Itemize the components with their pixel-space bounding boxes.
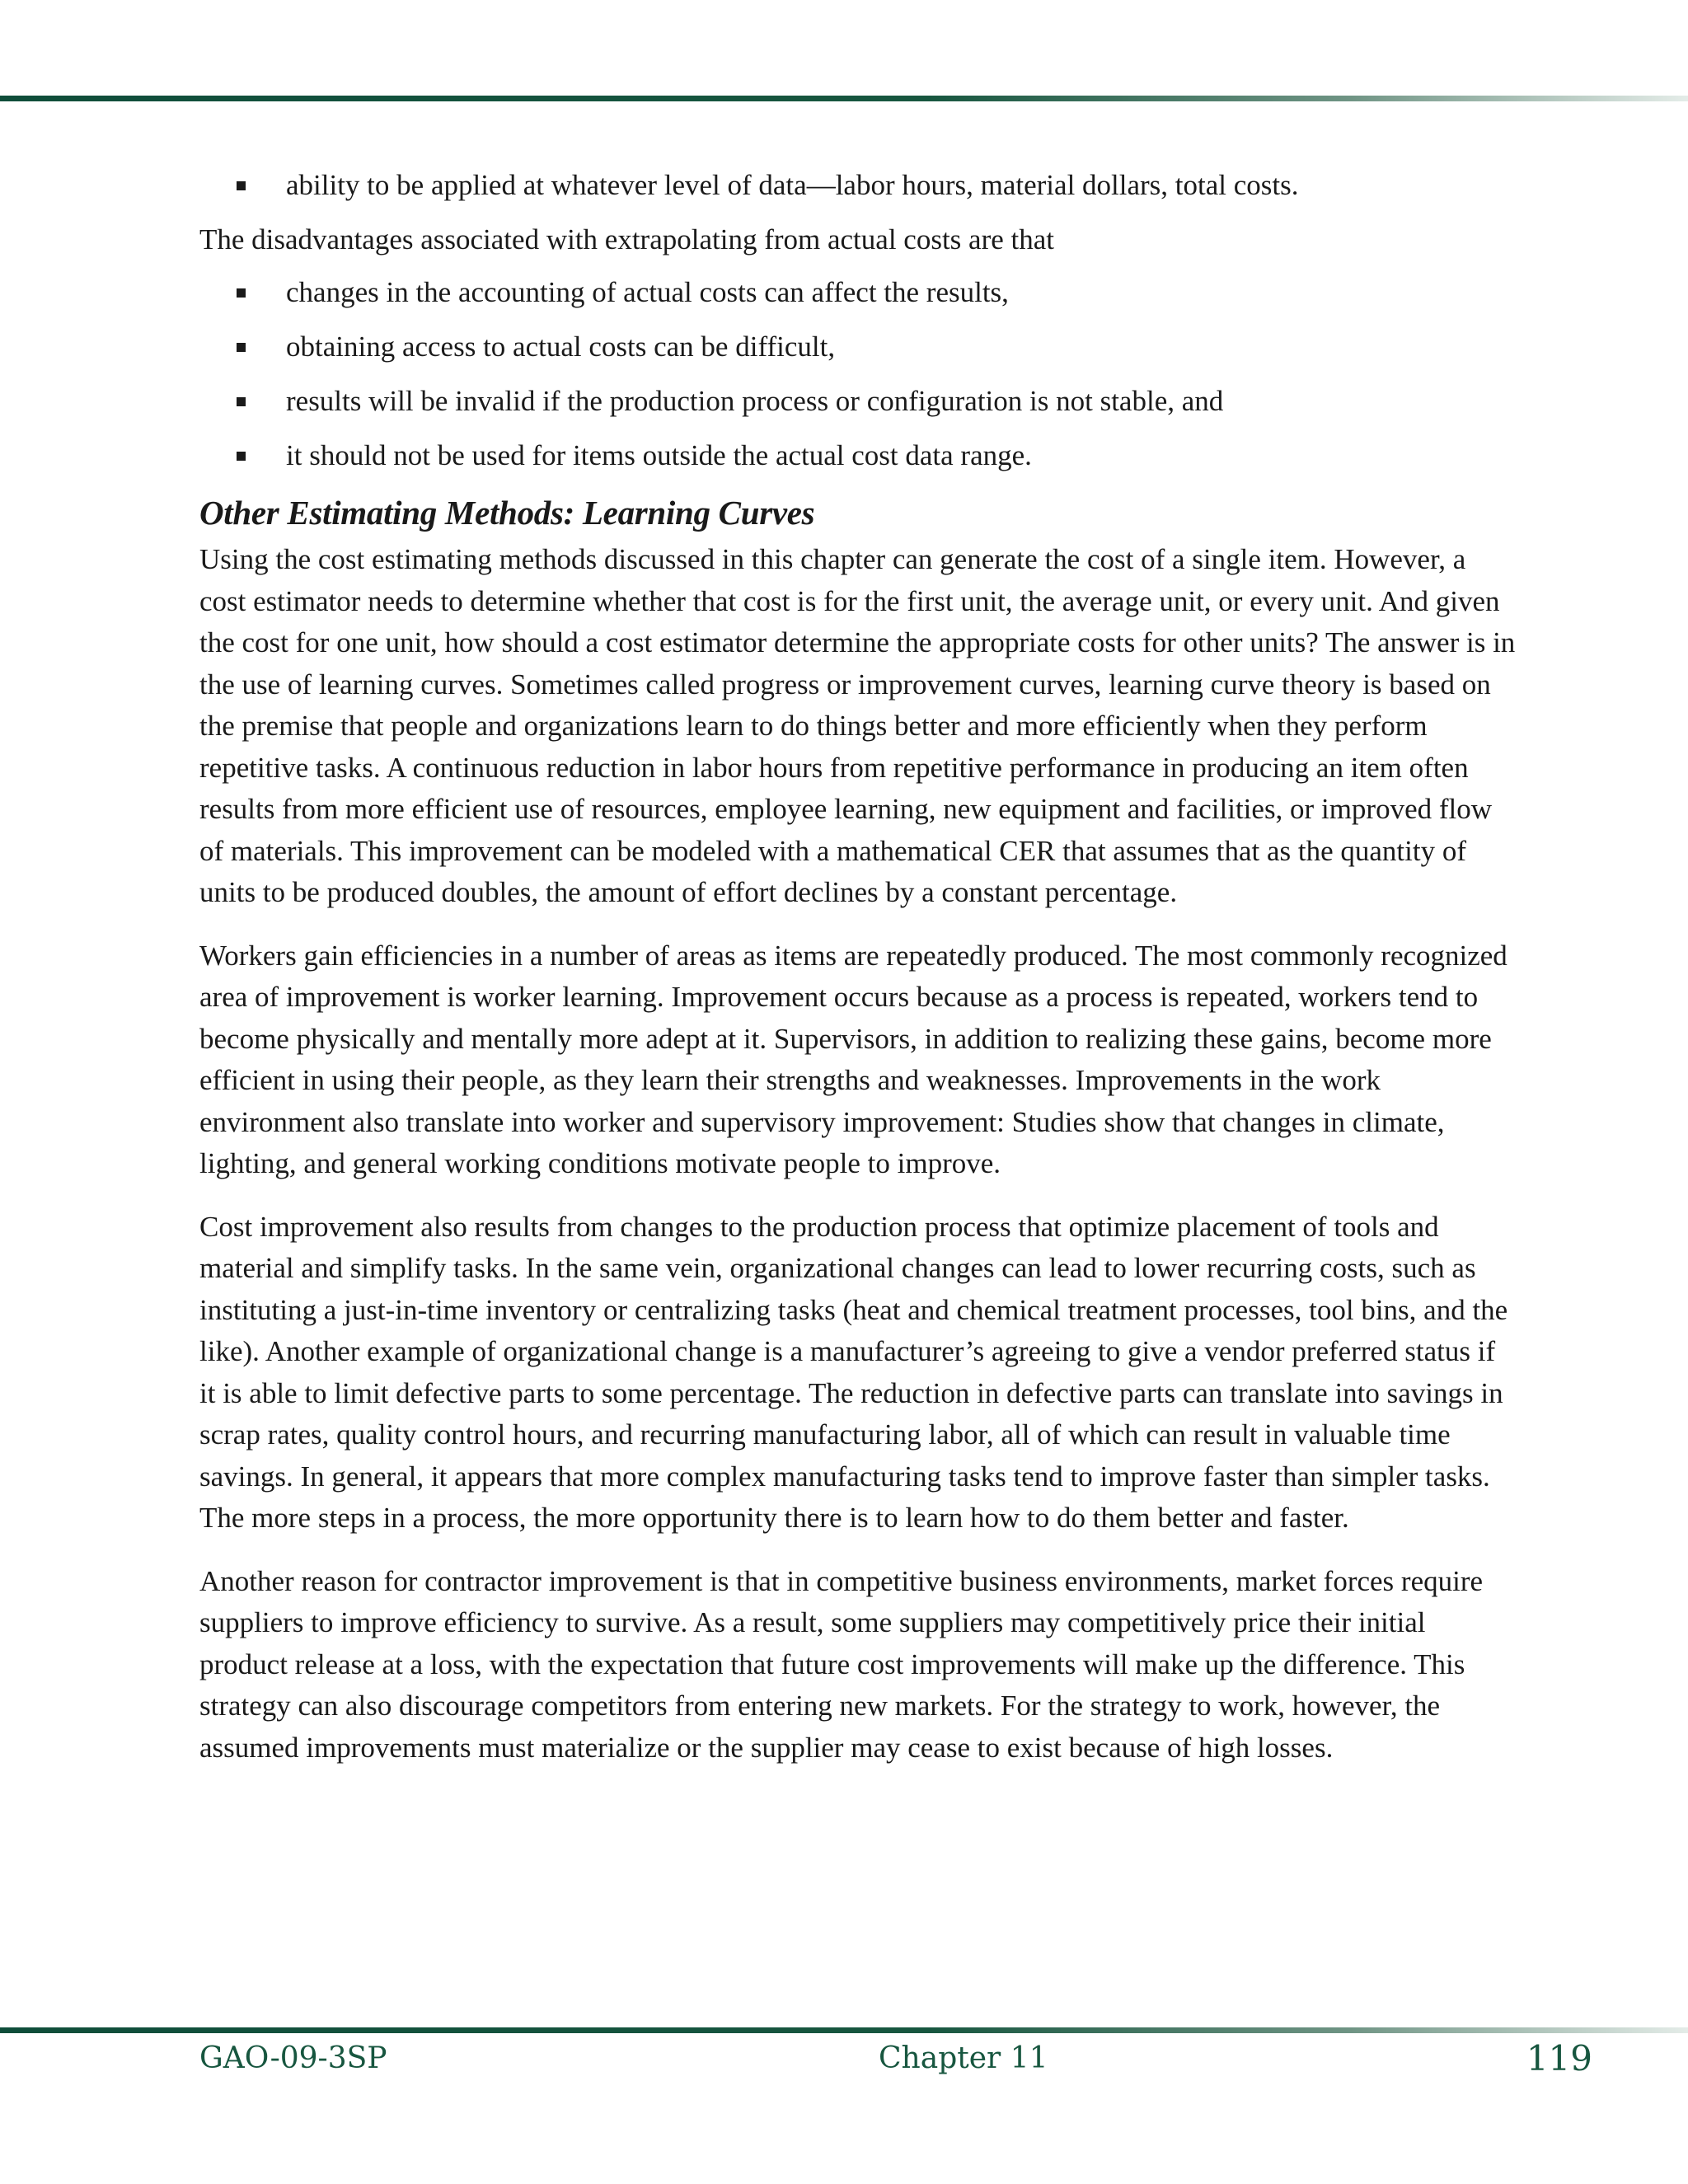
footer-chapter: Chapter 11: [879, 2041, 1048, 2075]
list-item: it should not be used for items outside the actual cost data range.: [199, 435, 1518, 476]
disadvantages-list: [199, 272, 1518, 476]
list-item: changes in the accounting of actual costs can affect the results,: [199, 272, 1518, 313]
disadvantages-intro: The disadvantages associated with extrapolating from actual costs are that: [199, 223, 1054, 255]
bullet-square-icon: [237, 343, 246, 352]
footer-rule: [0, 2027, 1688, 2033]
paragraph-learning-curves: Using the cost estimating methods discussed in this chapter can generate the cost of a single item. However, a cost estimator needs to determine whether that cost is for the first unit, the average unit, or every unit. And given the cost for one unit, how should a cost estimator determine the appropriate costs for other units? The answer is in the use of learning curves. Sometimes called progress or improvement curves, learning curve theory is based on the premise that people and organizations learn to do things better and more efficiently when they perform repetitive tasks. A continuous reduction in labor hours from repetitive performance in producing an item often results from more efficient use of resources, employee learning, new equipment and facilities, or improved flow of materials. This improvement can be modeled with a mathematical CER that assumes that as the quantity of units to be produced doubles, the amount of effort declines by a constant percentage.: [199, 543, 1516, 908]
header-rule: [0, 96, 1688, 101]
advantages-list: [199, 165, 1518, 206]
section-heading: Other Estimating Methods: Learning Curves: [199, 494, 815, 532]
list-item: results will be invalid if the production process or configuration is not stable, and: [199, 381, 1518, 422]
bullet-square-icon: [237, 397, 246, 406]
paragraph-worker-efficiencies: Workers gain efficiencies in a number of areas as items are repeatedly produced. The most commonly recognized area of improvement is worker learning. Improvement occurs because as a process is repeated, workers tend to become physically and mentally more adept at it. Supervisors, in addition to realizing these gains, become more efficient in using their people, as they learn their strengths and weaknesses. Improvements in the work environment also translate into worker and supervisory improvement: Studies show that changes in climate, lighting, and general working conditions motivate people to improve.: [199, 939, 1507, 1179]
list-item: ability to be applied at whatever level of data—labor hours, material dollars, total costs.: [199, 165, 1518, 206]
bullet-square-icon: [237, 181, 246, 190]
paragraph-cost-improvement: Cost improvement also results from changes to the production process that optimize placement of tools and material and simplify tasks. In the same vein, organizational changes can lead to lower recurring costs, such as instituting a just-in-time inventory or centralizing tasks (heat and chemical treatment processes, tool bins, and the like). Another example of organizational change is a manufacturer’s agreeing to give a vendor preferred status if it is able to limit defective parts to some percentage. The reduction in defective parts can translate into savings in scrap rates, quality control hours, and recurring manufacturing labor, all of which can result in valuable time savings. In general, it appears that more complex manufacturing tasks tend to improve faster than simpler tasks. The more steps in a process, the more opportunity there is to learn how to do them better and faster.: [199, 1210, 1508, 1534]
page-footer: [0, 2036, 1688, 2082]
page-number: 119: [1526, 2038, 1592, 2079]
list-item: obtaining access to actual costs can be difficult,: [199, 326, 1518, 368]
bullet-square-icon: [237, 288, 246, 298]
footer-doc-id: GAO-09-3SP: [199, 2041, 387, 2075]
paragraph-contractor-improvement: Another reason for contractor improvement is that in competitive business environments, market forces require suppliers to improve efficiency to survive. As a result, some suppliers may competitively price their initial product release at a loss, with the expectation that future cost improvements will make up the difference. This strategy can also discourage competitors from entering new markets. For the strategy to work, however, the assumed improvements must materialize or the supplier may cease to exist because of high losses.: [199, 1564, 1484, 1764]
page-content: [199, 165, 1518, 1790]
bullet-square-icon: [237, 452, 246, 461]
